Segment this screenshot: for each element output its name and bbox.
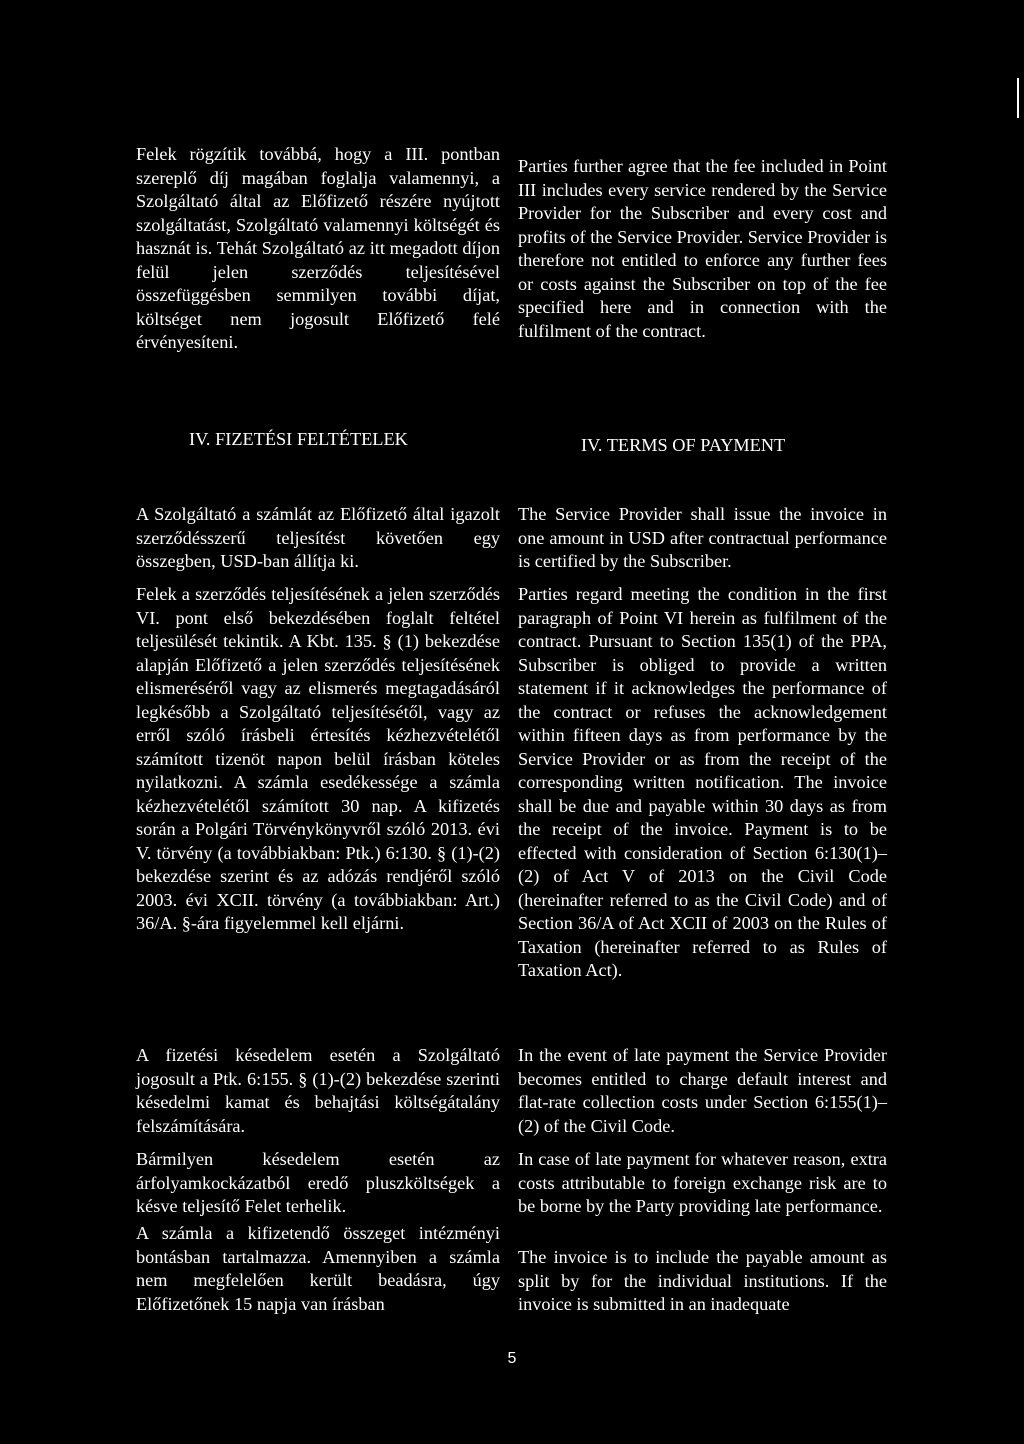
- paragraph-text: A Szolgáltató a számlát az Előfizető által igazolt szerződésszerű teljesítést követően egy összegben, USD-ban állítja ki.: [136, 504, 500, 571]
- heading-hu: IV. FIZETÉSI FELTÉTELEK: [189, 429, 408, 449]
- section4-p3-hu: [136, 1044, 500, 1138]
- paragraph-text: Bármilyen késedelem esetén az árfolyamkockázatból eredő pluszköltségek a késve teljesítő Felet terhelik.: [136, 1149, 500, 1216]
- paragraph-text: The invoice is to include the payable amount as split by for the individual institutions. If the invoice is submitted in an inadequate: [518, 1247, 887, 1314]
- paragraph-text: In the event of late payment the Service Provider becomes entitled to charge default interest and flat-rate collection costs under Section 6:155(1)–(2) of the Civil Code.: [518, 1045, 887, 1136]
- heading-en: IV. TERMS OF PAYMENT: [581, 435, 786, 455]
- section4-p5-en: [518, 1246, 887, 1317]
- section4-p5-hu: [136, 1222, 500, 1316]
- page-edge-mark: [1017, 78, 1019, 118]
- paragraph-text: A számla a kifizetendő összeget intézményi bontásban tartalmazza. Amennyiben a számla nem megfelelően került beadásra, úgy Előfizetőnek 15 napja van írásban: [136, 1223, 500, 1314]
- paragraph-text: Parties regard meeting the condition in the first paragraph of Point VI herein as fulfilment of the contract. Pursuant to Section 135(1) of the PPA, Subscriber is obliged to provide a written statement if it acknowledges the performance of the contract or refuses the acknowledgement within fifteen days as from performance by the Service Provider or as from the receipt of the corresponding written notification. The invoice shall be due and payable within 30 days as from the receipt of the invoice. Payment is to be effected with consideration of Section 6:130(1)–(2) of Act V of 2013 on the Civil Code (hereinafter referred to as the Civil Code) and of Section 36/A of Act XCII of 2003 on the Rules of Taxation (hereinafter referred to as Rules of Taxation Act).: [518, 584, 887, 980]
- section3-hu: [136, 143, 500, 355]
- page-number: 5: [507, 1350, 517, 1367]
- paragraph-text: Felek a szerződés teljesítésének a jelen szerződés VI. pont első bekezdésében foglalt feltétel teljesülését tekintik. A Kbt. 135. § (1) bekezdése alapján Előfizető a jelen szerződés teljesítésének elismeréséről vagy az elismerés megtagadásáról legkésőbb a Szolgáltató teljesítésétől, vagy az erről szóló írásbeli értesítés kézhezvételétől számított tizenöt napon belül írásban köteles nyilatkozni. A számla esedékessége a számla kézhezvételétől számított 30 nap. A kifizetés során a Polgári Törvénykönyvről szóló 2013. évi V. törvény (a továbbiakban: Ptk.) 6:130. § (1)-(2) bekezdése szerint és az adózás rendjéről szóló 2003. évi XCII. törvény (a továbbiakban: Art.) 36/A. §-ára figyelemmel kell eljárni.: [136, 584, 500, 933]
- section4-p2-en: [518, 583, 887, 983]
- section4-p4-en: [518, 1148, 887, 1219]
- paragraph-text: A fizetési késedelem esetén a Szolgáltató jogosult a Ptk. 6:155. § (1)-(2) bekezdése szerinti késedelmi kamat és behajtási költségátalány felszámítására.: [136, 1045, 500, 1136]
- section4-p4-hu: [136, 1148, 500, 1219]
- section4-p1-en: [518, 503, 887, 574]
- section3-en: [518, 155, 887, 343]
- section3-hu-text: Felek rögzítik továbbá, hogy a III. pontban szereplő díj magában foglalja valamennyi, a Szolgáltató által az Előfizető részére nyújtott szolgáltatást, Szolgáltató valamennyi költségét és hasznát is. Tehát Szolgáltató az itt megadott díjon felül jelen szerződés teljesítésével összefüggésben semmilyen további díjat, költséget nem jogosult Előfizető felé érvényesíteni.: [136, 144, 500, 352]
- section4-p3-en: [518, 1044, 887, 1138]
- paragraph-text: The Service Provider shall issue the invoice in one amount in USD after contractual performance is certified by the Subscriber.: [518, 504, 887, 571]
- section4-p2-hu: [136, 583, 500, 936]
- section3-en-text: Parties further agree that the fee included in Point III includes every service rendered by the Service Provider for the Subscriber and every cost and profits of the Service Provider. Service Provider is therefore not entitled to enforce any further fees or costs against the Subscriber on top of the fee specified here and in connection with the fulfilment of the contract.: [518, 156, 887, 341]
- section4-p1-hu: [136, 503, 500, 574]
- paragraph-text: In case of late payment for whatever reason, extra costs attributable to foreign exchange risk are to be borne by the Party providing late performance.: [518, 1149, 887, 1216]
